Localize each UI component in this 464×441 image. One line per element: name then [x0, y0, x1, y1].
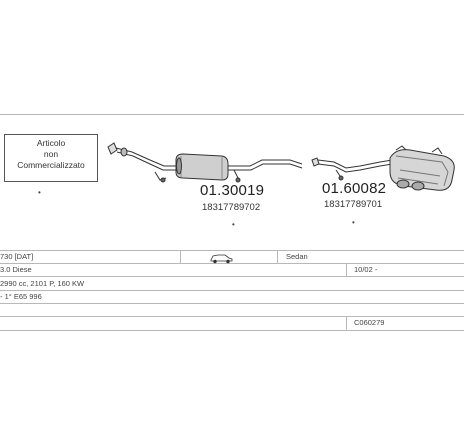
note-line-1: Articolo: [36, 138, 66, 148]
rear-pipe: [312, 158, 392, 180]
marker-dot-3: •: [38, 188, 41, 197]
center-silencer: [176, 154, 228, 180]
reference-cell: C060279: [354, 318, 385, 327]
note-line-2: non: [43, 149, 59, 159]
marker-dot-2: •: [352, 218, 355, 227]
middle-pipe: [228, 160, 302, 182]
part-number-2: 01.60082: [322, 180, 387, 197]
chassis-cell: - 1° E65 996: [0, 292, 42, 301]
marker-dot-1: •: [232, 220, 235, 229]
engine-cell: 3.0 Diese: [0, 265, 32, 274]
part-code-1: 18317789702: [202, 202, 261, 213]
front-pipe: [108, 143, 176, 182]
car-icon: [211, 255, 232, 263]
specs-cell: 2990 cc, 2101 P, 160 KW: [0, 279, 85, 288]
part-number-1: 01.30019: [200, 182, 265, 199]
date-cell: 10/02 -: [354, 265, 378, 274]
model-cell: 730 [DAT]: [0, 252, 34, 261]
rear-silencer: [390, 146, 454, 190]
part-code-2: 18317789701: [324, 199, 383, 210]
body-cell: Sedan: [286, 252, 308, 261]
note-line-3: Commercializzato: [17, 160, 85, 170]
